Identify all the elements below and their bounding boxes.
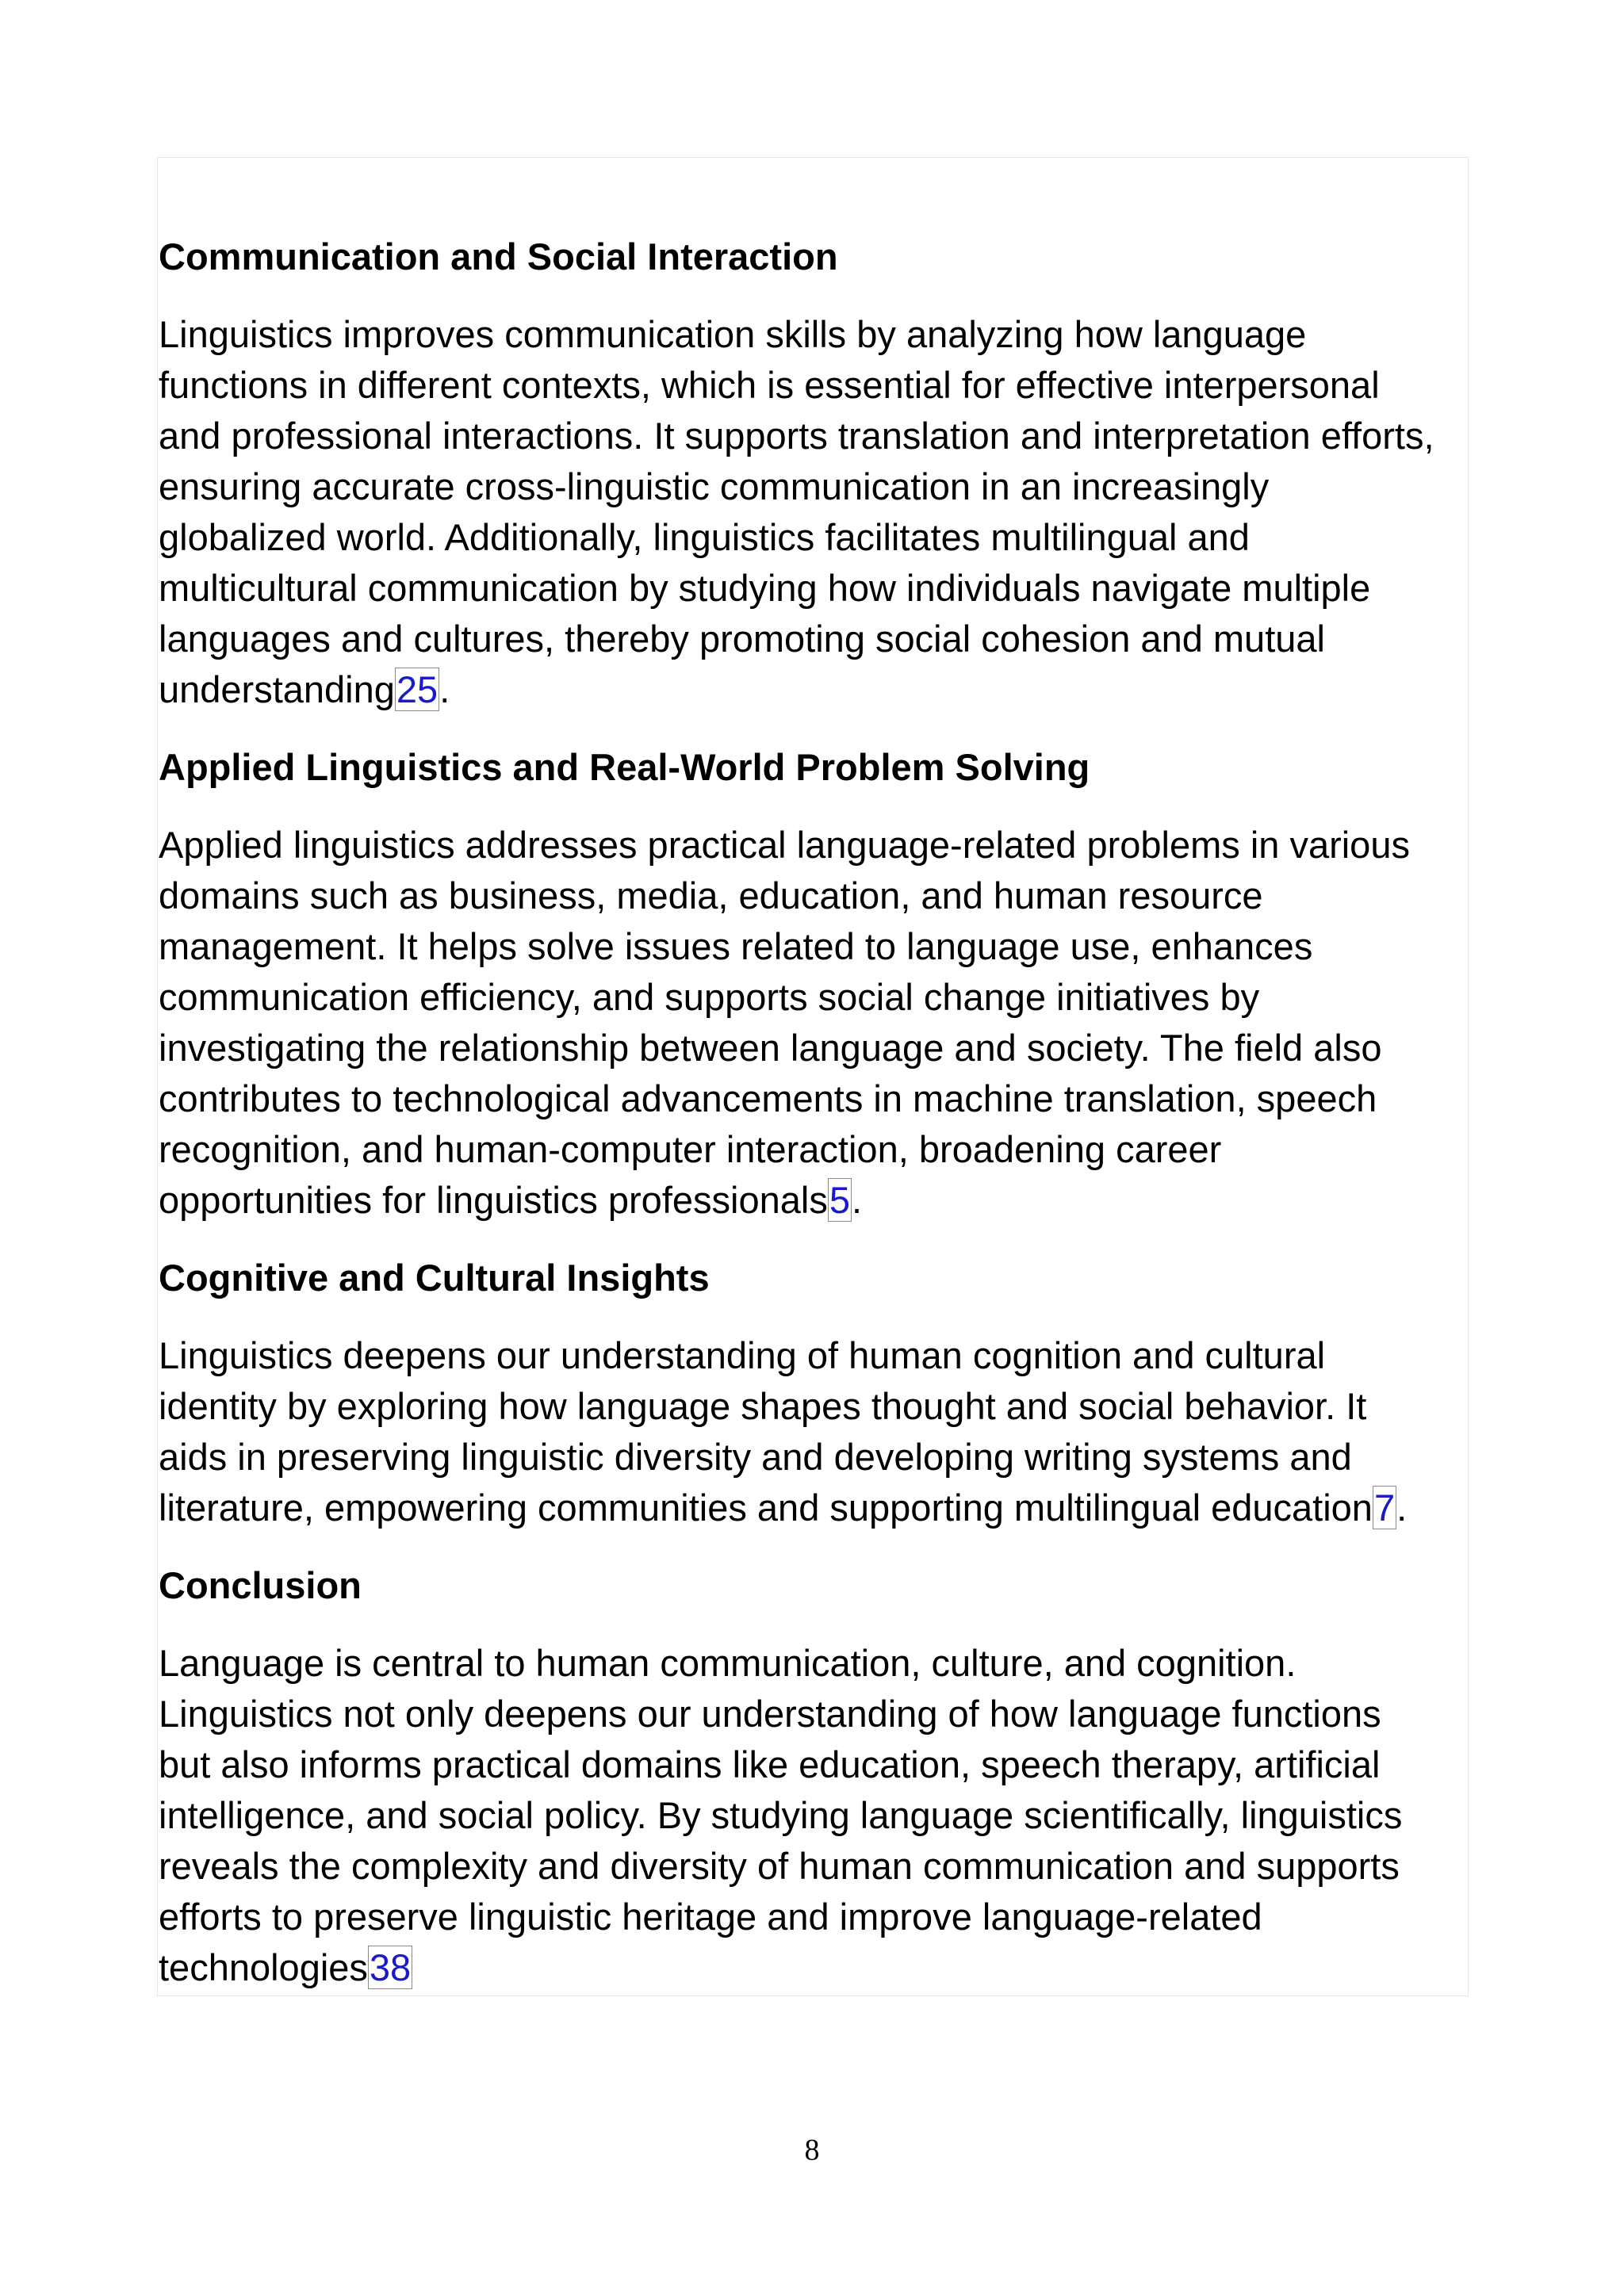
paragraph-last-line bbox=[159, 664, 1475, 715]
paragraph-line: Applied linguistics addresses practical language-related problems in various bbox=[159, 824, 1410, 866]
section-heading-conclusion: Conclusion bbox=[159, 1564, 362, 1606]
paragraph-line: multicultural communication by studying how individuals navigate multiple bbox=[159, 567, 1371, 609]
paragraph-last-line bbox=[159, 1942, 1475, 1993]
citation-link-25[interactable]: 25 bbox=[396, 668, 439, 710]
paragraph-line-text: opportunities for linguistics professionals bbox=[159, 1179, 828, 1221]
document-body bbox=[159, 232, 1475, 1993]
citation-link-5[interactable]: 5 bbox=[829, 1179, 850, 1221]
paragraph-line: investigating the relationship between language and society. The field also bbox=[159, 1027, 1382, 1069]
section-heading-communication: Communication and Social Interaction bbox=[159, 235, 838, 277]
paragraph-line: Linguistics not only deepens our understanding of how language functions bbox=[159, 1693, 1381, 1735]
paragraph-line: recognition, and human-computer interaction, broadening career bbox=[159, 1128, 1222, 1170]
paragraph-line: intelligence, and social policy. By studying language scientifically, linguistics bbox=[159, 1794, 1403, 1836]
trailing-punctuation: . bbox=[439, 668, 450, 710]
paragraph-communication bbox=[159, 309, 1475, 715]
section-heading-cognitive-cultural: Cognitive and Cultural Insights bbox=[159, 1257, 710, 1299]
paragraph-cognitive-cultural bbox=[159, 1330, 1475, 1533]
paragraph-line: ensuring accurate cross-linguistic communication in an increasingly bbox=[159, 465, 1270, 507]
citation-link-7[interactable]: 7 bbox=[1373, 1487, 1396, 1529]
trailing-punctuation: . bbox=[1396, 1487, 1408, 1529]
paragraph-line: globalized world. Additionally, linguistics facilitates multilingual and bbox=[159, 516, 1250, 558]
paragraph-last-line bbox=[159, 1483, 1475, 1533]
paragraph-line: efforts to preserve linguistic heritage and improve language-related bbox=[159, 1896, 1262, 1938]
paragraph-line: domains such as business, media, education, and human resource bbox=[159, 874, 1263, 916]
paragraph-line: contributes to technological advancements in machine translation, speech bbox=[159, 1077, 1377, 1119]
paragraph-conclusion bbox=[159, 1638, 1475, 1993]
paragraph-line: Linguistics deepens our understanding of human cognition and cultural bbox=[159, 1334, 1326, 1376]
trailing-punctuation: . bbox=[851, 1179, 863, 1221]
paragraph-line: Language is central to human communication, culture, and cognition. bbox=[159, 1642, 1297, 1684]
paragraph-line: but also informs practical domains like education, speech therapy, artificial bbox=[159, 1743, 1381, 1785]
paragraph-line-text: technologies bbox=[159, 1946, 368, 1988]
section-heading-applied-linguistics: Applied Linguistics and Real-World Problem Solving bbox=[159, 746, 1090, 788]
paragraph-applied-linguistics bbox=[159, 820, 1475, 1226]
paragraph-line: Linguistics improves communication skills by analyzing how language bbox=[159, 313, 1307, 355]
paragraph-line-text: literature, empowering communities and supporting multilingual education bbox=[159, 1487, 1373, 1529]
paragraph-line: functions in different contexts, which is essential for effective interpersonal bbox=[159, 364, 1380, 406]
citation-link-38[interactable]: 38 bbox=[369, 1946, 412, 1988]
paragraph-last-line bbox=[159, 1175, 1475, 1226]
paragraph-line: communication efficiency, and supports social change initiatives by bbox=[159, 976, 1260, 1018]
paragraph-line: reveals the complexity and diversity of human communication and supports bbox=[159, 1845, 1400, 1887]
paragraph-line: management. It helps solve issues related to language use, enhances bbox=[159, 925, 1313, 967]
page-number: 8 bbox=[804, 2133, 820, 2167]
paragraph-line: languages and cultures, thereby promoting social cohesion and mutual bbox=[159, 618, 1325, 660]
paragraph-line: identity by exploring how language shapes thought and social behavior. It bbox=[159, 1385, 1367, 1427]
paragraph-line-text: understanding bbox=[159, 668, 395, 710]
paragraph-line: aids in preserving linguistic diversity and developing writing systems and bbox=[159, 1436, 1352, 1478]
paragraph-line: and professional interactions. It supports translation and interpretation efforts, bbox=[159, 415, 1434, 457]
